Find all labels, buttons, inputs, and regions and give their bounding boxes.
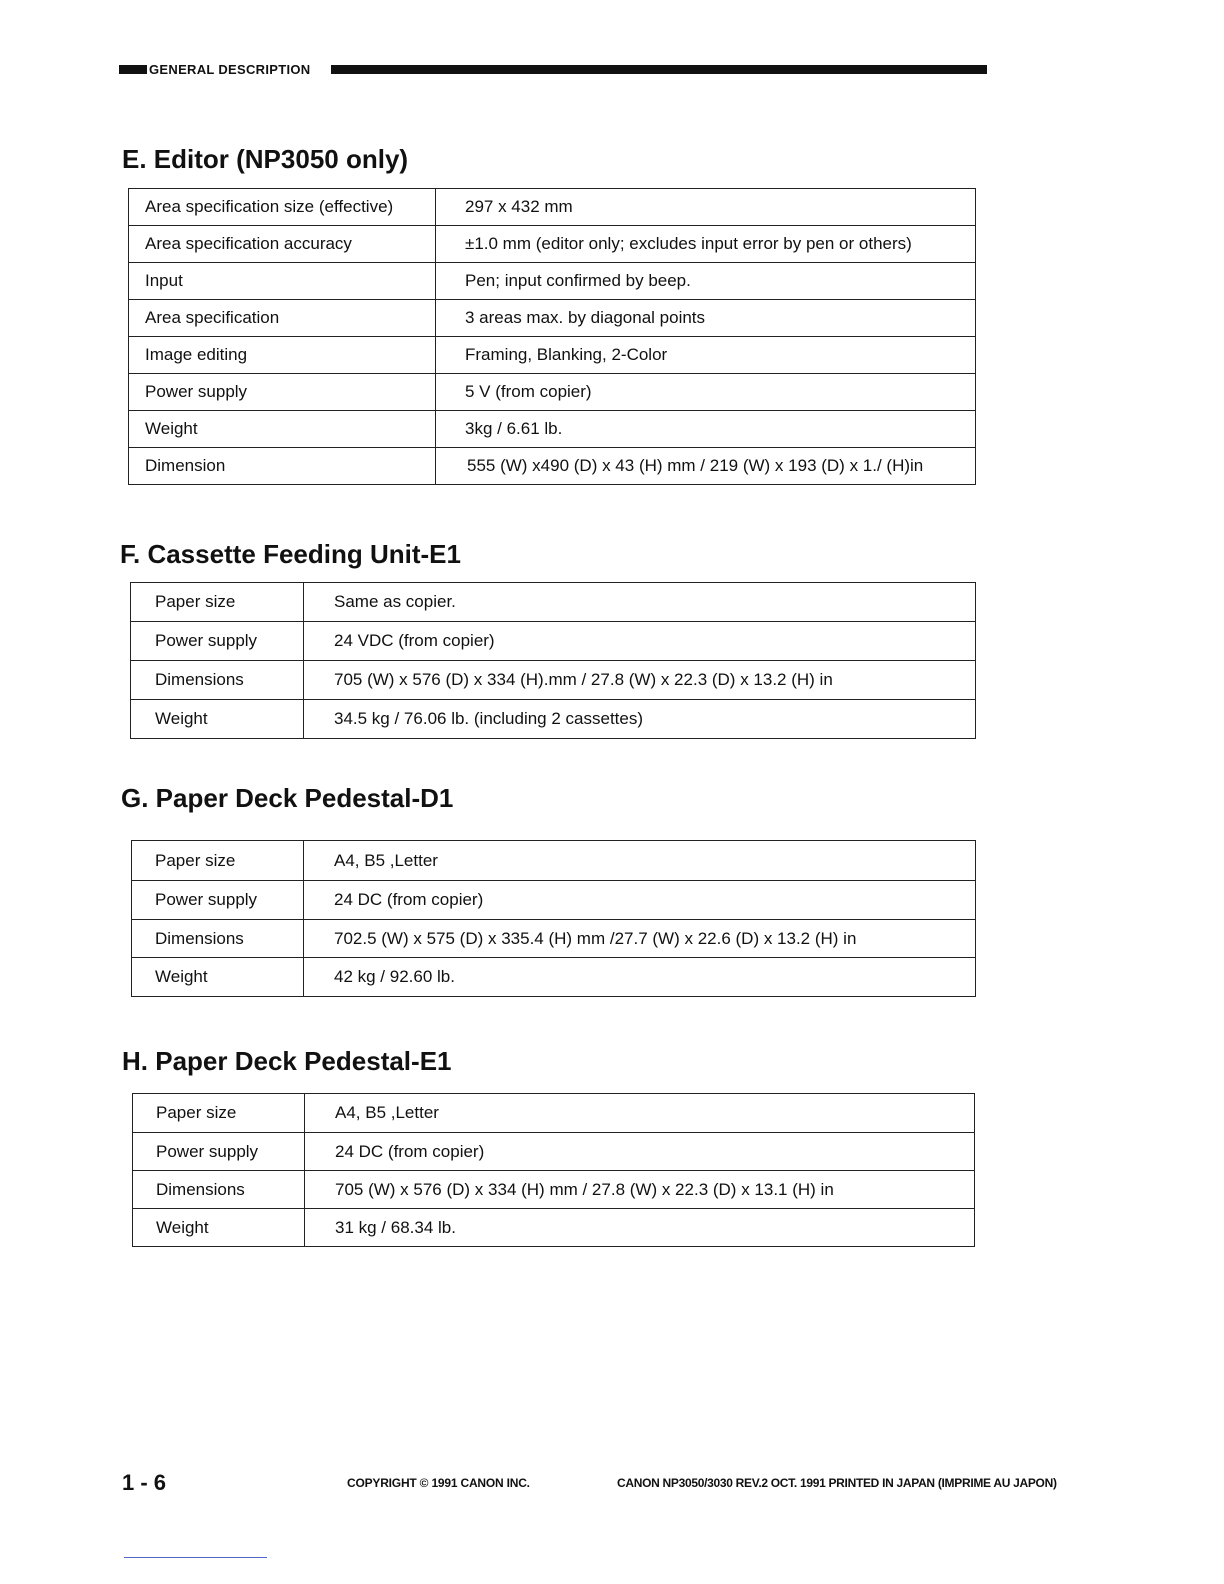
- section-header-label: GENERAL DESCRIPTION: [149, 62, 311, 77]
- spec-value: 24 VDC (from copier): [304, 622, 976, 661]
- section-header: [119, 62, 987, 78]
- spec-label: Paper size: [132, 841, 304, 881]
- spec-value: Framing, Blanking, 2-Color: [436, 337, 976, 374]
- spec-label: Area specification accuracy: [129, 226, 436, 263]
- table-row: [132, 881, 976, 920]
- spec-table-editor: [128, 188, 976, 485]
- spec-label: Weight: [133, 1209, 305, 1247]
- spec-label: Image editing: [129, 337, 436, 374]
- spec-label: Paper size: [131, 583, 304, 622]
- table-row: [129, 226, 976, 263]
- table-row: [131, 622, 976, 661]
- spec-value: 702.5 (W) x 575 (D) x 335.4 (H) mm /27.7 (W) x 22.6 (D) x 13.2 (H) in: [304, 920, 976, 958]
- spec-value: 24 DC (from copier): [304, 881, 976, 920]
- spec-value: 297 x 432 mm: [436, 189, 976, 226]
- spec-value: A4, B5 ,Letter: [305, 1094, 975, 1133]
- print-info: CANON NP3050/3030 REV.2 OCT. 1991 PRINTED IN JAPAN (IMPRIME AU JAPON): [617, 1476, 1057, 1490]
- table-row: [129, 189, 976, 226]
- copyright-notice: COPYRIGHT © 1991 CANON INC.: [347, 1476, 530, 1490]
- spec-value: 24 DC (from copier): [305, 1133, 975, 1171]
- spec-label: Area specification size (effective): [129, 189, 436, 226]
- spec-label: Power supply: [131, 622, 304, 661]
- spec-value: 5 V (from copier): [436, 374, 976, 411]
- section-title-paper-deck-pedestal-d1: G. Paper Deck Pedestal-D1: [121, 783, 454, 813]
- spec-value: 34.5 kg / 76.06 lb. (including 2 cassettes): [304, 700, 976, 739]
- spec-value: A4, B5 ,Letter: [304, 841, 976, 881]
- table-row: [129, 300, 976, 337]
- spec-label: Power supply: [129, 374, 436, 411]
- spec-label: Weight: [129, 411, 436, 448]
- spec-table-paper-deck-pedestal-d1: [131, 840, 976, 997]
- spec-label: Dimensions: [131, 661, 304, 700]
- spec-label: Dimension: [129, 448, 436, 485]
- table-row: [129, 337, 976, 374]
- table-row: [132, 841, 976, 881]
- table-row: [131, 700, 976, 739]
- table-row: [131, 583, 976, 622]
- spec-value: 3kg / 6.61 lb.: [436, 411, 976, 448]
- table-row: [129, 448, 976, 485]
- header-rule-bar: [331, 65, 987, 74]
- spec-label: Power supply: [133, 1133, 305, 1171]
- section-title-paper-deck-pedestal-e1: H. Paper Deck Pedestal-E1: [122, 1046, 452, 1076]
- spec-label: Power supply: [132, 881, 304, 920]
- section-title-editor: E. Editor (NP3050 only): [122, 144, 409, 174]
- table-row: [133, 1094, 975, 1133]
- spec-label: Paper size: [133, 1094, 305, 1133]
- table-row: [133, 1209, 975, 1247]
- table-row: [129, 263, 976, 300]
- table-row: [133, 1171, 975, 1209]
- table-row: [132, 958, 976, 997]
- spec-value: 705 (W) x 576 (D) x 334 (H).mm / 27.8 (W) x 22.3 (D) x 13.2 (H) in: [304, 661, 976, 700]
- spec-value: Same as copier.: [304, 583, 976, 622]
- spec-value: 42 kg / 92.60 lb.: [304, 958, 976, 997]
- spec-value: 3 areas max. by diagonal points: [436, 300, 976, 337]
- spec-label: Dimensions: [133, 1171, 305, 1209]
- spec-label: Dimensions: [132, 920, 304, 958]
- spec-value: 555 (W) x490 (D) x 43 (H) mm / 219 (W) x 193 (D) x 1./ (H)in: [436, 448, 976, 485]
- header-lead-bar: [119, 65, 147, 74]
- table-row: [129, 374, 976, 411]
- spec-label: Weight: [131, 700, 304, 739]
- spec-label: Input: [129, 263, 436, 300]
- table-row: [131, 661, 976, 700]
- spec-value: Pen; input confirmed by beep.: [436, 263, 976, 300]
- spec-label: Area specification: [129, 300, 436, 337]
- page-number: 1 - 6: [122, 1470, 167, 1495]
- spec-table-paper-deck-pedestal-e1: [132, 1093, 975, 1247]
- table-row: [133, 1133, 975, 1171]
- spec-label: Weight: [132, 958, 304, 997]
- section-title-cassette-feeding-unit: F. Cassette Feeding Unit-E1: [120, 539, 461, 569]
- spec-value: ±1.0 mm (editor only; excludes input error by pen or others): [436, 226, 976, 263]
- spec-value: 705 (W) x 576 (D) x 334 (H) mm / 27.8 (W) x 22.3 (D) x 13.1 (H) in: [305, 1171, 975, 1209]
- table-row: [129, 411, 976, 448]
- table-row: [132, 920, 976, 958]
- spec-value: 31 kg / 68.34 lb.: [305, 1209, 975, 1247]
- spec-table-cassette-feeding-unit: [130, 582, 976, 739]
- footer-rule: [124, 1557, 267, 1558]
